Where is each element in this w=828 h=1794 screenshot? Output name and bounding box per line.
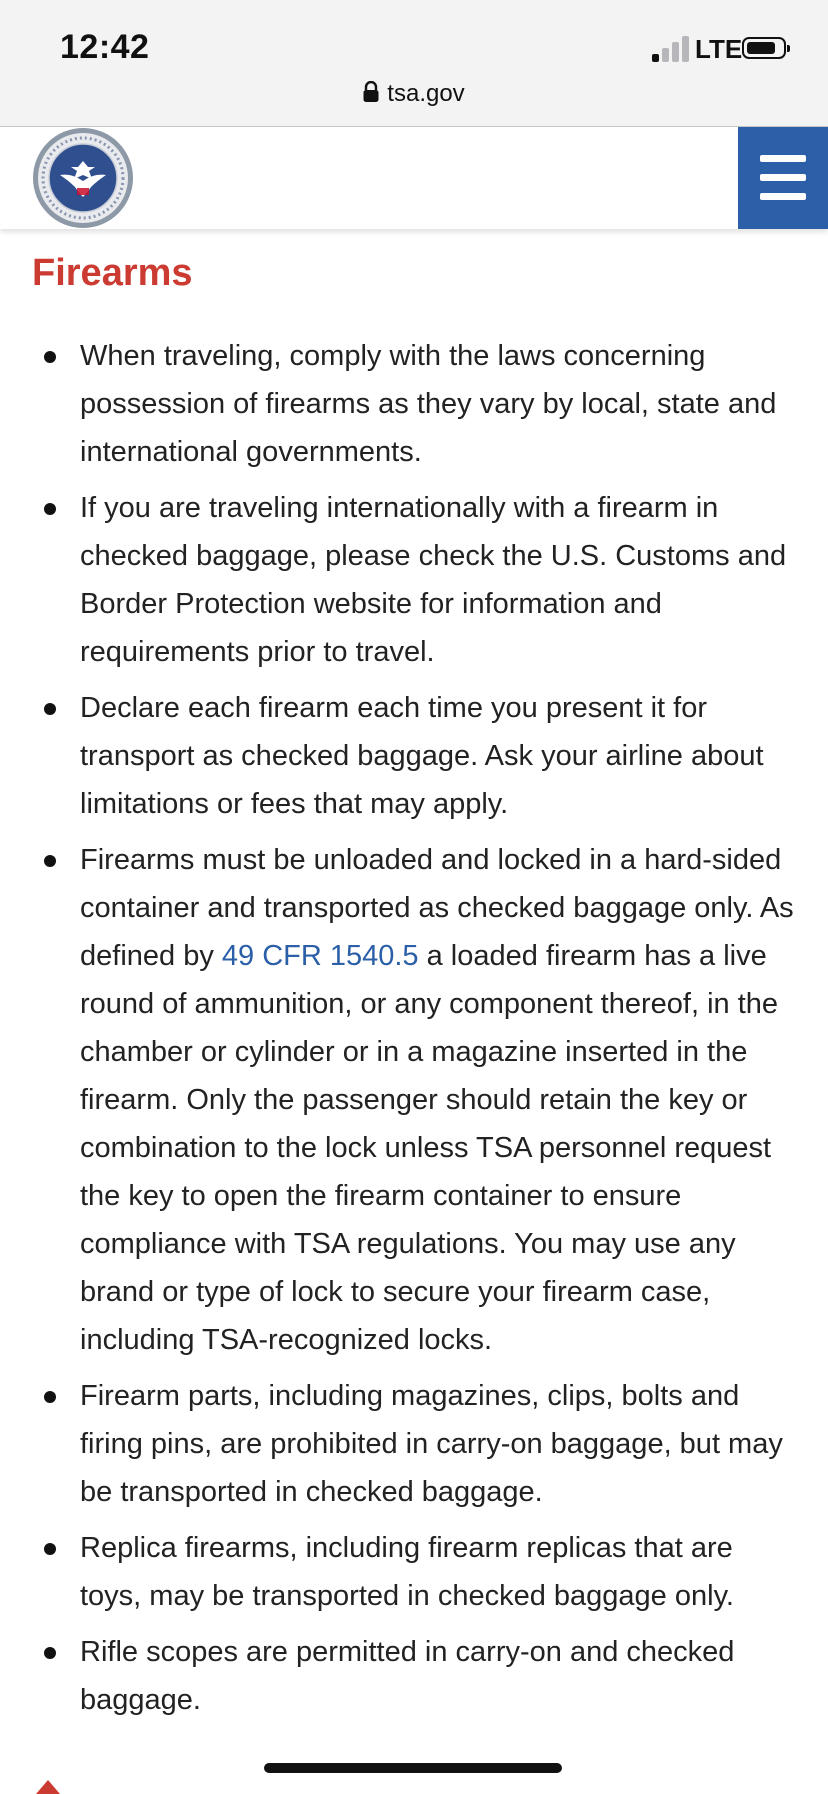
network-type: LTE [695,34,743,64]
page-title: Firearms [32,252,193,294]
list-item-text: Rifle scopes are permitted in carry-on and checked baggage. [80,1636,735,1716]
list-item-text: Replica firearms, including firearm replicas that are toys, may be transported in checked baggage only. [80,1532,734,1612]
clock-time: 12:42 [60,28,150,66]
address-bar[interactable] [0,80,828,110]
list-item-text: Declare each firearm each time you present it for transport as checked baggage. Ask your airline about limitations or fees that may apply. [80,692,764,820]
battery-icon [742,37,786,59]
site-header [0,127,828,229]
list-item [0,1524,798,1620]
list-item-text: Firearms must be unloaded and locked in a hard-sided container and transported as checked baggage only. As defined by [80,844,794,972]
bullet-icon [44,1647,56,1659]
cfr-link[interactable]: 49 CFR 1540.5 [221,940,419,972]
lock-icon [363,81,379,110]
url-text: tsa.gov [387,80,465,107]
list-item [0,684,798,828]
bullet-icon [44,503,56,515]
tsa-seal-icon[interactable] [30,127,136,229]
list-item-text: When traveling, comply with the laws concerning possession of firearms as they vary by local, state and international governments. [80,340,777,468]
list-item-text: If you are traveling internationally with a firearm in checked baggage, please check the U.S. Customs and Border Protection website for information and requirements prior to travel. [80,492,787,668]
list-item [0,484,798,676]
firearms-rules-list [0,332,798,1732]
list-item [0,1372,798,1516]
list-item [0,332,798,476]
home-indicator[interactable] [264,1763,562,1773]
hamburger-menu-icon[interactable] [738,127,828,229]
list-item-text: Firearm parts, including magazines, clips, bolts and firing pins, are prohibited in carry-on baggage, but may be transported in checked baggage. [80,1380,783,1508]
bullet-icon [44,855,56,867]
browser-status-bar [0,0,828,127]
bullet-icon [44,1391,56,1403]
bullet-icon [44,351,56,363]
list-item [0,836,798,1364]
bullet-icon [44,1543,56,1555]
list-item-text: a loaded firearm has a live round of ammunition, or any component thereof, in the chamber or cylinder or in a magazine inserted in the firearm. Only the passenger should retain the key or combination to the lock unless TSA personnel request the key to open the firearm container to ensure compliance with TSA regulations. You may use any brand or type of lock to secure your firearm case, including TSA-recognized locks. [80,940,779,1356]
signal-strength-icon [652,36,690,62]
list-item [0,1628,798,1724]
bullet-icon [44,703,56,715]
